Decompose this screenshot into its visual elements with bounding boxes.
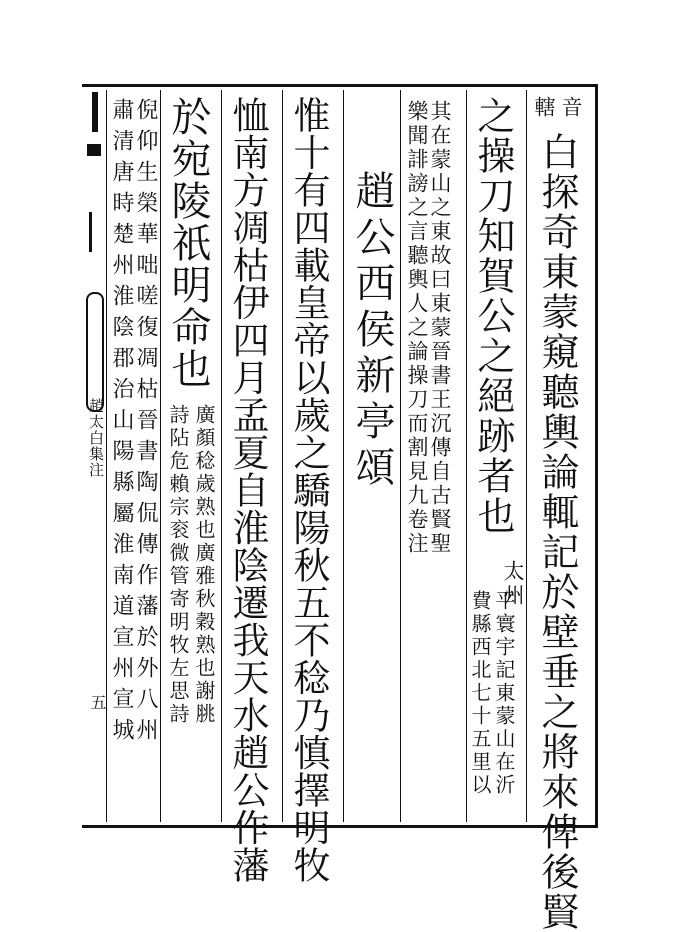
commentary-note: 其在蒙山之東故曰東蒙晉書王沉傳自古賢聖 — [428, 100, 452, 556]
commentary-note: 樂聞誹謗之言聽輿人之論操刀而割見九卷注 — [405, 100, 429, 556]
margin-book-title: 趙太白集注 — [87, 398, 105, 478]
column-rule — [343, 90, 344, 822]
section-title: 趙公西侯新亭頌 — [349, 170, 395, 492]
main-text-column: 之操刀知賀公之絕跡者也 — [471, 96, 515, 536]
commentary-note-pair — [110, 98, 156, 749]
commentary-note-pair — [406, 100, 450, 556]
commentary-note: 廣顏稔歲熟也廣雅秋穀熟也謝脁 — [192, 404, 216, 726]
main-text-column: 於宛陵祇明命也 — [165, 96, 211, 390]
column-rule — [282, 90, 283, 822]
margin-mark — [87, 144, 101, 156]
main-text-column: 白探奇東蒙窺聽輿論輒記於壁垂之將來俾後賢 — [535, 132, 579, 932]
column-rule — [106, 90, 107, 822]
column-rule — [466, 90, 467, 822]
commentary-note: 費縣西北七十五里以 — [468, 590, 492, 797]
margin-mark — [92, 92, 98, 132]
phonetic-note: 音 — [559, 96, 583, 117]
column-rule — [221, 90, 222, 822]
commentary-note: 肅清唐時楚州淮陰郡治山陽縣屬淮南道宣州宣城 — [109, 98, 134, 749]
commentary-note: 倪仰生榮華咄嗟復凋枯晉書陶侃傳作藩於外八州 — [133, 98, 158, 749]
column-rule — [526, 90, 527, 822]
phonetic-note: 轄 — [532, 96, 556, 117]
column-rule — [400, 90, 401, 822]
main-text-column: 恤南方凋枯伊四月孟夏自淮陰遷我天水趙公作藩 — [226, 96, 269, 884]
commentary-note: 太州 — [501, 560, 525, 608]
main-text-column: 惟十有四載皇帝以歲之驕陽秋五不稔乃慎擇明牧 — [287, 96, 330, 884]
page-number: 五 — [88, 694, 107, 710]
commentary-note: 平寰宇記東蒙山在沂 — [492, 590, 516, 797]
commentary-note: 詩阽危賴宗衮微管寄明牧左思詩 — [166, 404, 190, 726]
margin-mark — [89, 212, 99, 252]
column-rule — [160, 90, 161, 822]
fishtail-ornament — [86, 292, 104, 412]
